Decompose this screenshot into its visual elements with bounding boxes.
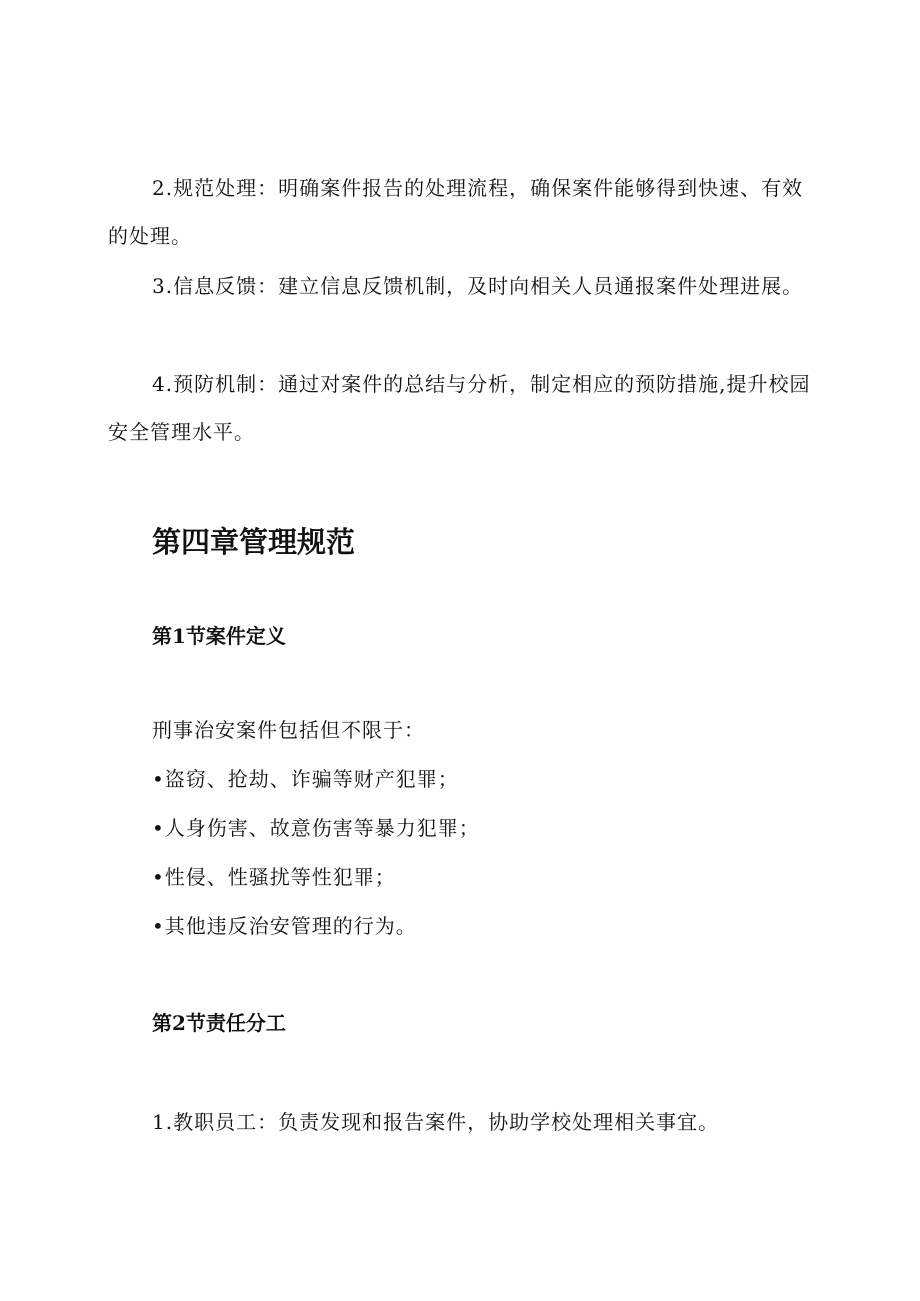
bullet-item: •性侵、性骚扰等性犯罪； — [152, 865, 396, 889]
responsibility-item: 1.教职员工：负责发现和报告案件，协助学校处理相关事宜。 — [152, 1110, 720, 1134]
list-item-standard-handling: 2.规范处理：明确案件报告的处理流程，确保案件能够得到快速、有效的处理。 — [108, 176, 804, 248]
bullet-item: •其他违反治安管理的行为。 — [152, 914, 417, 938]
case-definition-intro: 刑事治安案件包括但不限于： — [152, 718, 425, 742]
bullet-item: •盗窃、抢劫、诈骗等财产犯罪； — [152, 767, 459, 791]
list-item-info-feedback: 3.信息反馈：建立信息反馈机制，及时向相关人员通报案件处理进展。 — [152, 274, 804, 298]
bullet-item: •人身伤害、故意伤害等暴力犯罪； — [152, 816, 480, 840]
section-title-responsibility: 第2节责任分工 — [152, 1011, 286, 1035]
chapter-title: 第四章管理规范 — [152, 525, 356, 559]
list-item-prevention: 4.预防机制：通过对案件的总结与分析，制定相应的预防措施,提升校园安全管理水平。 — [108, 372, 811, 444]
section-title-case-definition: 第1节案件定义 — [152, 624, 286, 648]
